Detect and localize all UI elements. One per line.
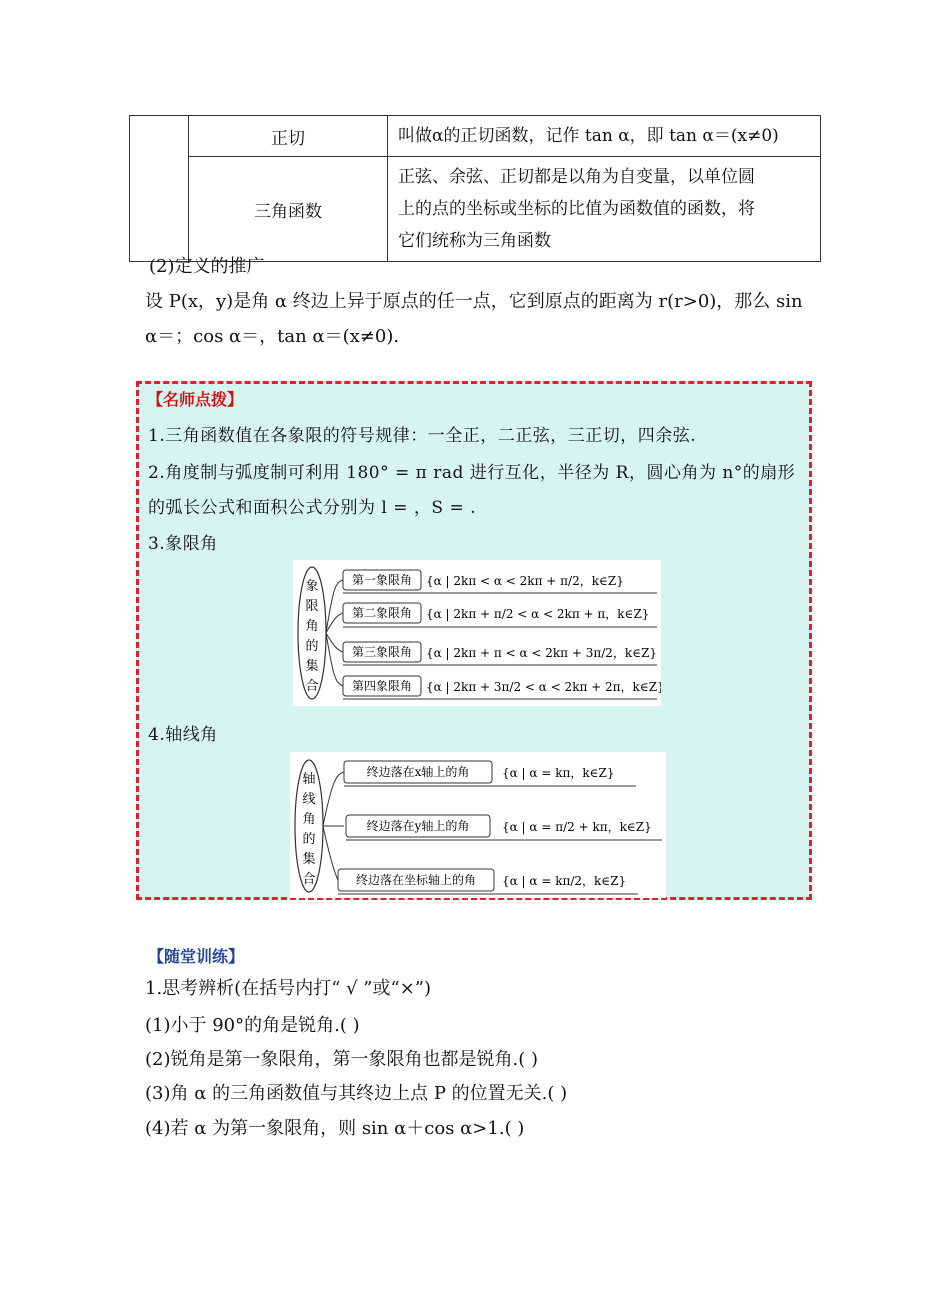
connector-line (323, 772, 344, 826)
desc-line: 上的点的坐标或坐标的比值为函数值的函数，将 (398, 199, 755, 219)
branch-label: 终边落在x轴上的角 (366, 765, 470, 779)
branch-formula: {α | 2kπ + π < α < 2kπ + 3π/2，k∈Z} (426, 646, 658, 660)
practice-item: (1)小于 90°的角是锐角.( ) (145, 1015, 360, 1036)
branch-label: 终边落在y轴上的角 (366, 819, 470, 833)
branch-formula: {α | 2kπ + 3π/2 < α < 2kπ + 2π，k∈Z} (426, 680, 661, 694)
root-char: 集 (302, 852, 316, 867)
paragraph-line: α＝；cos α＝，tan α＝(x≠0). (145, 326, 400, 347)
branch-label: 第一象限角 (351, 573, 413, 587)
connector-line (326, 580, 343, 633)
practice-item: (2)锐角是第一象限角，第一象限角也都是锐角.( ) (145, 1049, 538, 1070)
table-cell-desc: 叫做α的正切函数，记作 tan α，即 tan α＝(x≠0) (388, 116, 821, 157)
branch-label: 第三象限角 (351, 645, 413, 659)
table-cell-name: 正切 (189, 116, 388, 157)
root-char: 轴 (302, 772, 316, 787)
branch-label: 第四象限角 (351, 679, 413, 693)
tip-item: 的弧长公式和面积公式分别为 l = ，S = . (148, 498, 476, 518)
connector-line (323, 826, 338, 880)
desc-line: 正弦、余弦、正切都是以角为自变量，以单位圆 (398, 167, 755, 187)
desc-line: 它们统称为三角函数 (398, 231, 551, 251)
table-cell-desc (388, 157, 821, 262)
practice-intro: 1.思考辨析(在括号内打“ √ ”或“×”) (145, 978, 432, 999)
tip-item: 2.角度制与弧度制可利用 180° = π rad 进行互化，半径为 R，圆心角为 n°的扇形 (148, 463, 796, 483)
root-char: 角 (302, 812, 316, 827)
practice-item: (4)若 α 为第一象限角，则 sin α＋cos α>1.( ) (145, 1118, 525, 1139)
tip-box (136, 381, 812, 900)
root-char: 合 (305, 679, 319, 694)
tip-item: 4.轴线角 (148, 725, 218, 745)
table-row (130, 116, 821, 157)
branch-formula: {α | 2kπ < α < 2kπ + π/2，k∈Z} (426, 574, 624, 588)
tip-item: 3.象限角 (148, 534, 218, 554)
branch-formula: {α | α = kπ，k∈Z} (502, 766, 615, 780)
branch-label: 第二象限角 (351, 606, 413, 620)
table-cell-empty (130, 116, 189, 262)
root-char: 象 (305, 579, 319, 594)
root-char: 限 (305, 599, 319, 614)
branch-label: 终边落在坐标轴上的角 (355, 873, 477, 887)
paragraph-line: 设 P(x，y)是角 α 终边上异于原点的任一点，它到原点的距离为 r(r>0)，那么 sin (145, 291, 803, 312)
branch-formula: {α | α = kπ/2，k∈Z} (502, 874, 627, 888)
practice-item: (3)角 α 的三角函数值与其终边上点 P 的位置无关.( ) (145, 1083, 568, 1104)
root-char: 合 (302, 872, 316, 887)
tip-item: 1.三角函数值在各象限的符号规律：一全正，二正弦，三正切，四余弦. (148, 426, 697, 446)
section-heading: (2)定义的推广 (149, 256, 265, 277)
root-char: 的 (305, 639, 319, 654)
branch-formula: {α | α = π/2 + kπ，k∈Z} (502, 820, 652, 834)
axis-angle-diagram (290, 752, 666, 898)
quadrant-angle-diagram (293, 560, 661, 706)
table-row (130, 157, 821, 262)
definition-table (129, 115, 821, 262)
connector-line (326, 633, 343, 686)
root-char: 集 (305, 659, 319, 674)
practice-title: 【随堂训练】 (148, 947, 245, 966)
table-cell-name: 三角函数 (189, 157, 388, 262)
branch-formula: {α | 2kπ + π/2 < α < 2kπ + π，k∈Z} (426, 607, 650, 621)
tip-title: 【名师点拨】 (147, 390, 244, 409)
root-char: 的 (302, 832, 316, 847)
root-char: 线 (302, 792, 316, 807)
root-char: 角 (305, 619, 319, 634)
